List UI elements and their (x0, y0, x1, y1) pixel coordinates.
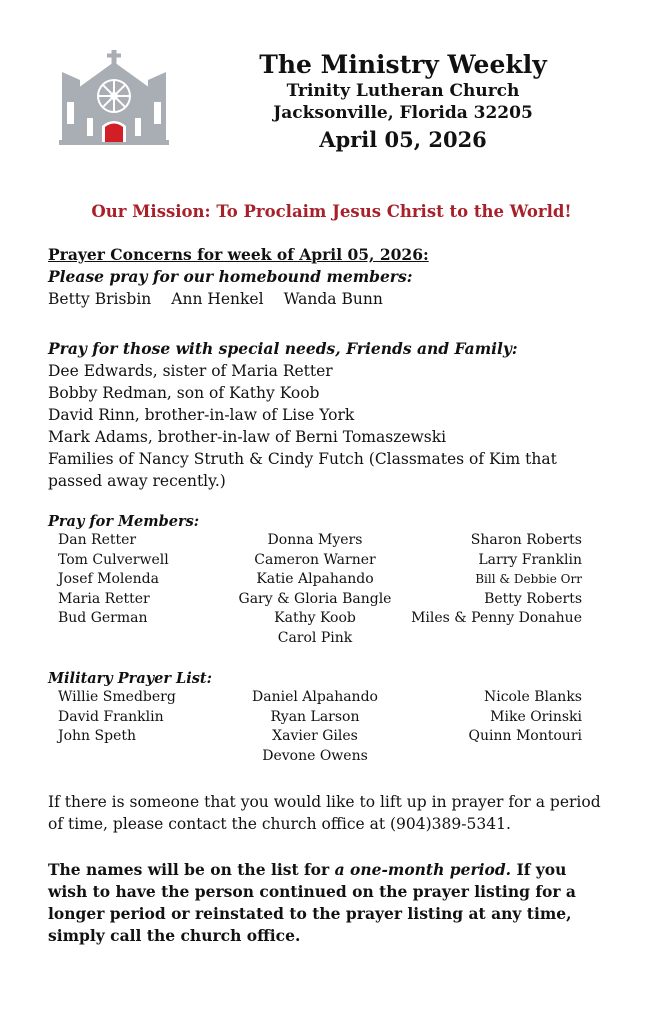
church-name: Trinity Lutheran Church (286, 81, 520, 101)
masthead (240, 50, 566, 154)
list-item: Carol Pink (277, 629, 353, 646)
list-item: Willie Smedberg (58, 689, 176, 705)
list-item: David Franklin (58, 708, 164, 725)
homebound-name: Wanda Bunn (283, 290, 383, 308)
issue-date: April 05, 2026 (319, 127, 487, 152)
list-item: Nicole Blanks (483, 689, 582, 705)
military-column-1 (58, 688, 176, 747)
church-location: Jacksonville, Florida 32205 (273, 103, 533, 123)
members-column-1 (58, 531, 169, 629)
policy-emphasis: a one-month period. (334, 860, 512, 879)
list-item: Maria Retter (58, 590, 150, 607)
list-item: Gary & Gloria Bangle (238, 590, 392, 607)
members-column-3 (411, 531, 582, 629)
church-icon (50, 50, 178, 148)
special-needs (48, 338, 608, 492)
list-item: Miles & Penny Donahue (411, 610, 582, 627)
mission-statement: Our Mission: To Proclaim Jesus Christ to the World! (91, 202, 572, 221)
list-item: Katie Alpahando (256, 571, 374, 588)
list-item: Daniel Alpahando (252, 689, 378, 705)
list-item: Donna Myers (267, 532, 363, 548)
military-section (48, 669, 608, 764)
list-item: Bill & Debbie Orr (475, 572, 582, 587)
list-item: Quinn Montouri (468, 728, 582, 745)
list-item: Dan Retter (58, 532, 137, 548)
listing-policy (48, 859, 608, 947)
prayer-heading: Prayer Concerns for week of April 05, 2026: (48, 245, 429, 264)
list-item: Kathy Koob (274, 610, 356, 627)
military-heading: Military Prayer List: (48, 670, 212, 687)
list-item: Ryan Larson (270, 708, 360, 725)
homebound-list (48, 288, 608, 310)
list-item: Families of Nancy Struth & Cindy Futch (Classmates of Kim that passed away recently.) (48, 450, 557, 490)
list-item: David Rinn, brother-in-law of Lise York (48, 406, 355, 424)
list-item: Dee Edwards, sister of Maria Retter (48, 362, 333, 380)
homebound-name: Betty Brisbin (48, 290, 152, 308)
military-column-2 (228, 688, 402, 766)
military-column-3 (469, 688, 582, 747)
list-item: Larry Franklin (478, 551, 582, 568)
members-section (48, 512, 608, 646)
list-item: Tom Culverwell (58, 551, 169, 568)
list-item: Betty Roberts (484, 590, 582, 607)
list-item: Mark Adams, brother-in-law of Berni Tomaszewski (48, 428, 447, 446)
list-item: Bud German (58, 610, 148, 627)
homebound-name: Ann Henkel (171, 290, 264, 308)
list-item: Sharon Roberts (470, 532, 582, 548)
newsletter-title: The Ministry Weekly (259, 50, 547, 79)
list-item: Bobby Redman, son of Kathy Koob (48, 384, 320, 402)
list-item: Josef Molenda (58, 571, 159, 588)
members-heading: Pray for Members: (48, 513, 200, 530)
list-item: Devone Owens (262, 747, 368, 764)
list-item: John Speth (58, 728, 137, 745)
list-item: Mike Orinski (490, 708, 582, 725)
policy-text: If you wish to have the person continued on the prayer listing for a longer period or reinstated to the prayer listing at any time, simply call the church office. (48, 860, 576, 945)
prayer-concerns (48, 244, 608, 310)
special-heading: Pray for those with special needs, Friends and Family: (48, 339, 518, 358)
contact-paragraph: If there is someone that you would like to lift up in prayer for a period of time, please contact the church office at (904)389-5341. (48, 793, 601, 833)
list-item: Xavier Giles (272, 728, 358, 745)
list-item: Cameron Warner (254, 551, 376, 568)
homebound-heading: Please pray for our homebound members: (48, 267, 413, 286)
policy-text: The names will be on the list for (48, 860, 335, 879)
members-column-2 (228, 531, 402, 649)
